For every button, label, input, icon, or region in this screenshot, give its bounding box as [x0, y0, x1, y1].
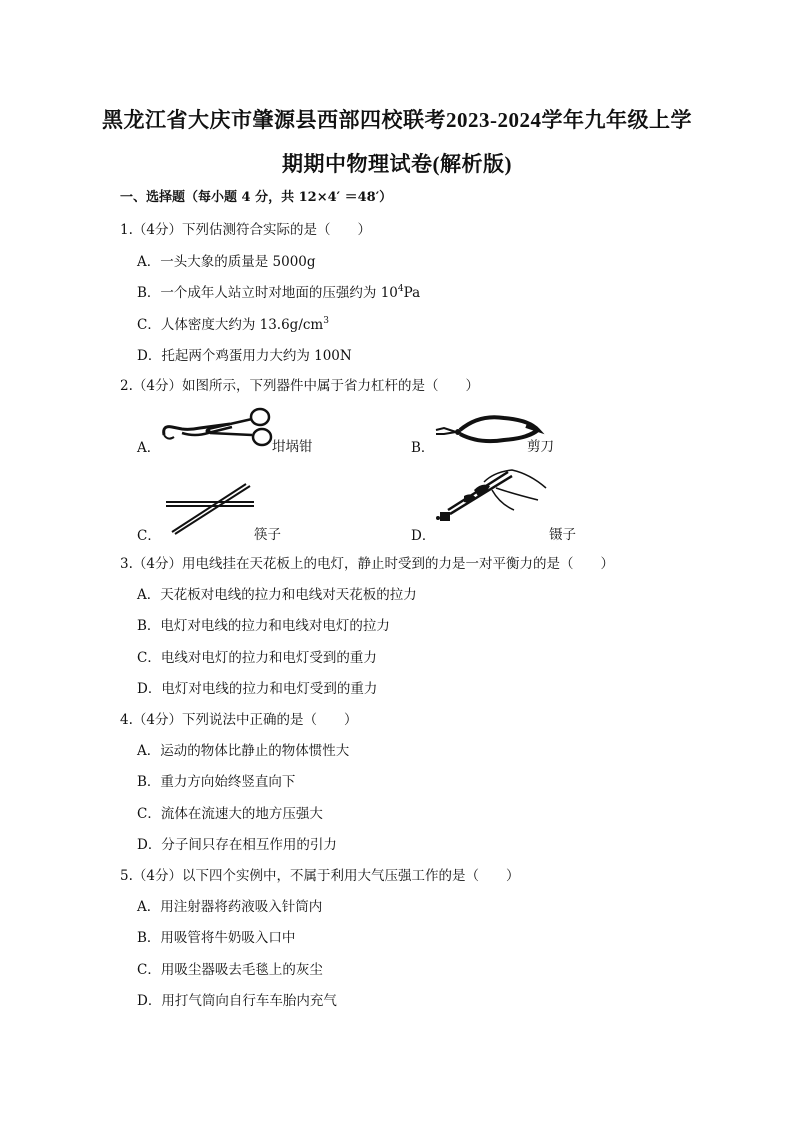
crucible-tongs-figure [160, 405, 275, 447]
tweezers-figure [434, 464, 549, 526]
question-4-option-d: D．分子间只存在相互作用的引力 [137, 837, 337, 853]
question-2-option-a-label: A． [137, 440, 161, 456]
question-5-stem: 5.（4分）以下四个实例中，不属于利用大气压强工作的是（ ） [120, 868, 520, 884]
question-3-option-b: B．电灯对电线的拉力和电线对电灯的拉力 [137, 618, 390, 634]
question-2-option-b-caption: 剪刀 [527, 439, 554, 455]
question-5-option-b: B．用吸管将牛奶吸入口中 [137, 930, 296, 946]
question-3-stem: 3.（4分）用电线挂在天花板上的电灯，静止时受到的力是一对平衡力的是（ ） [120, 556, 614, 572]
question-3-option-a: A．天花板对电线的拉力和电线对天花板的拉力 [137, 587, 417, 603]
question-2-option-c-caption: 筷子 [254, 527, 281, 543]
question-2-option-d-label: D． [411, 528, 436, 544]
question-3-option-c: C．电线对电灯的拉力和电灯受到的重力 [137, 650, 377, 666]
question-2-option-a-caption: 坩埚钳 [272, 439, 313, 455]
question-2-option-d-caption: 镊子 [549, 527, 576, 543]
document-title-line-1: 黑龙江省大庆市肇源县西部四校联考2023-2024学年九年级上学 [102, 108, 692, 132]
question-4-option-a: A．运动的物体比静止的物体惯性大 [137, 743, 350, 759]
question-5-option-d: D．用打气筒向自行车车胎内充气 [137, 993, 337, 1009]
question-1-option-c: C．人体密度大约为 $13.6g/cm^3$ [137, 316, 329, 333]
chopsticks-figure [162, 480, 257, 535]
question-5-option-a: A．用注射器将药液吸入针筒内 [137, 899, 323, 915]
question-5-option-c: C．用吸尘器吸去毛毯上的灰尘 [137, 962, 323, 978]
question-4-stem: 4.（4分）下列说法中正确的是（ ） [120, 712, 358, 728]
question-2-option-b-label: B． [411, 440, 435, 456]
question-1-option-a: A．一头大象的质量是 5000g [137, 254, 316, 270]
section-heading: 一、选择题（每小题 4 分，共 12×4′ ＝48′） [120, 190, 393, 205]
question-1-option-b: B．一个成年人站立时对地面的压强约为 $10^4Pa$ [137, 284, 421, 301]
question-2-stem: 2.（4分）如图所示，下列器件中属于省力杠杆的是（ ） [120, 378, 479, 394]
question-1-stem: 1.（4分）下列估测符合实际的是（ ） [120, 222, 371, 238]
question-4-option-c: C．流体在流速大的地方压强大 [137, 806, 323, 822]
question-2-option-c-label: C． [137, 528, 161, 544]
document-title-line-2: 期期中物理试卷(解析版) [282, 152, 512, 176]
question-3-option-d: D．电灯对电线的拉力和电灯受到的重力 [137, 681, 378, 697]
question-4-option-b: B．重力方向始终竖直向下 [137, 774, 296, 790]
question-1-option-d: D．托起两个鸡蛋用力大约为 100N [137, 348, 352, 364]
